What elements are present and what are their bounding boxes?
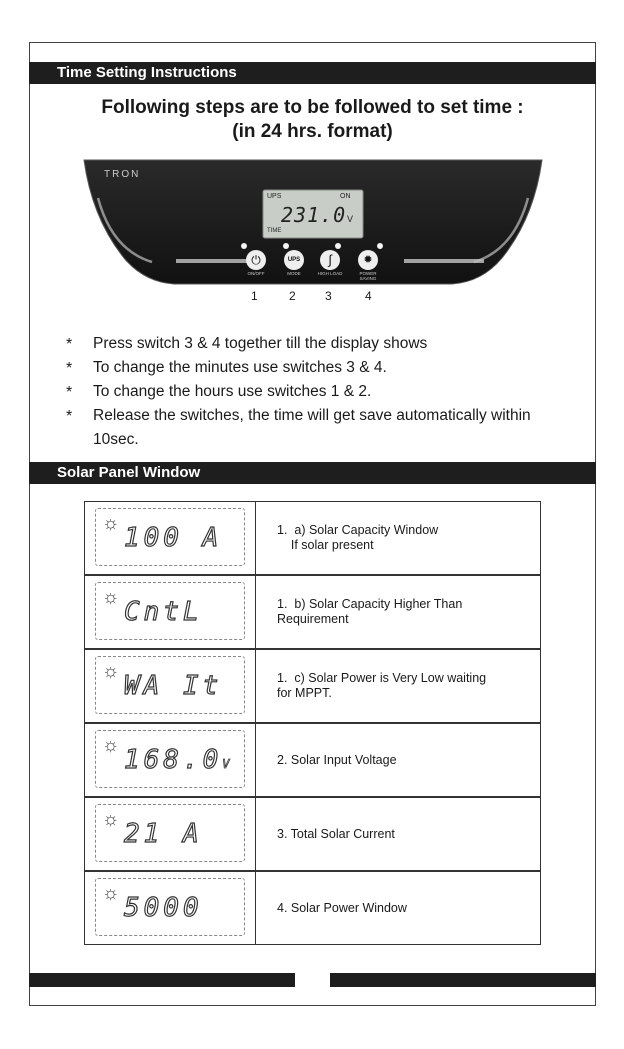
table-row bbox=[84, 575, 541, 649]
lcd-cell bbox=[84, 723, 256, 797]
description-line-2: for MPPT. bbox=[277, 686, 332, 700]
bullet-star: * bbox=[66, 408, 73, 425]
description-line-1: 1. b) Solar Capacity Higher Than bbox=[277, 597, 463, 611]
sun-icon: ☼ bbox=[102, 883, 120, 904]
table-row bbox=[84, 649, 541, 723]
lcd-display bbox=[95, 730, 245, 788]
solar-window-table bbox=[84, 501, 541, 945]
power-saving-icon: ✹ bbox=[363, 254, 373, 266]
caption-power-saving: POWER SAVING bbox=[359, 271, 377, 281]
lcd-bottom: TIME bbox=[267, 228, 282, 234]
lcd-value: 231.0 bbox=[281, 203, 347, 227]
caption-mode: MODE bbox=[287, 271, 301, 276]
lcd-unit: V bbox=[347, 214, 354, 224]
lcd-reading: CntL bbox=[124, 597, 203, 627]
section-title-time-setting: Time Setting Instructions bbox=[29, 62, 596, 84]
description-cell bbox=[256, 649, 541, 723]
lcd-reading: 5000 bbox=[124, 893, 203, 923]
lcd-cell bbox=[84, 575, 256, 649]
description-cell bbox=[256, 871, 541, 945]
lcd-cell bbox=[84, 871, 256, 945]
lcd-top-right: ON bbox=[340, 193, 351, 200]
lcd-display bbox=[95, 582, 245, 640]
button-number-1: 1 bbox=[251, 289, 258, 303]
bullet-star: * bbox=[66, 336, 73, 353]
high-load-button[interactable] bbox=[320, 251, 340, 269]
lcd-reading: WA It bbox=[124, 671, 223, 701]
high-load-icon: ∫ bbox=[328, 252, 332, 267]
button-number-3: 3 bbox=[325, 289, 332, 303]
step-item bbox=[66, 404, 566, 452]
description-line-1: 1. c) Solar Power is Very Low waiting bbox=[277, 671, 487, 685]
lcd-top-left: UPS bbox=[267, 193, 282, 200]
footer-bar-left bbox=[29, 973, 295, 987]
heading-line-1: Following steps are to be followed to set time : bbox=[101, 97, 524, 118]
step-text: Press switch 3 & 4 together till the display shows bbox=[93, 335, 428, 352]
sun-icon: ☼ bbox=[102, 735, 120, 756]
button-number-4: 4 bbox=[365, 289, 372, 303]
description-line-1: 1. a) Solar Capacity Window bbox=[277, 523, 439, 537]
step-text: To change the hours use switches 1 & 2. bbox=[93, 383, 372, 400]
footer-bar-right bbox=[330, 973, 596, 987]
description-line-1: 3. Total Solar Current bbox=[277, 826, 395, 841]
lcd-cell bbox=[84, 501, 256, 575]
lcd-reading: 21 A bbox=[124, 819, 203, 849]
step-item bbox=[66, 356, 566, 380]
description-line-2: If solar present bbox=[277, 538, 374, 552]
step-item bbox=[66, 380, 566, 404]
lcd-cell bbox=[84, 649, 256, 723]
sun-icon: ☼ bbox=[102, 809, 120, 830]
power-saving-button[interactable] bbox=[358, 251, 378, 269]
bullet-star: * bbox=[66, 360, 73, 377]
lcd-cell bbox=[84, 797, 256, 871]
power-button[interactable] bbox=[246, 251, 266, 269]
panel-brand: TRON bbox=[104, 169, 141, 180]
description-cell bbox=[256, 501, 541, 575]
table-row bbox=[84, 797, 541, 871]
caption-high-load: HIGH LOAD bbox=[317, 271, 343, 276]
lcd-reading: 100 A bbox=[124, 523, 223, 553]
lcd-reading: 168.0V bbox=[124, 745, 230, 775]
instruction-steps bbox=[66, 332, 566, 452]
lcd-display bbox=[95, 656, 245, 714]
ups-icon: UPS bbox=[287, 257, 301, 263]
lcd-display bbox=[95, 804, 245, 862]
ups-mode-button[interactable] bbox=[284, 251, 304, 269]
button-number-2: 2 bbox=[289, 289, 296, 303]
description-cell bbox=[256, 575, 541, 649]
lcd-display bbox=[95, 508, 245, 566]
lcd-display bbox=[95, 878, 245, 936]
description-cell bbox=[256, 797, 541, 871]
sun-icon: ☼ bbox=[102, 513, 120, 534]
power-icon: ⏻ bbox=[251, 253, 261, 267]
description-cell bbox=[256, 723, 541, 797]
description-line-1: 4. Solar Power Window bbox=[277, 900, 407, 915]
heading-line-2: (in 24 hrs. format) bbox=[232, 121, 393, 142]
step-text: To change the minutes use switches 3 & 4. bbox=[93, 359, 387, 376]
description-line-1: 2. Solar Input Voltage bbox=[277, 752, 397, 767]
sun-icon: ☼ bbox=[102, 661, 120, 682]
step-item bbox=[66, 332, 566, 356]
sun-icon: ☼ bbox=[102, 587, 120, 608]
bullet-star: * bbox=[66, 384, 73, 401]
step-text: Release the switches, the time will get save automatically within 10sec. bbox=[93, 407, 531, 448]
table-row bbox=[84, 501, 541, 575]
description-line-2: Requirement bbox=[277, 612, 349, 626]
table-row bbox=[84, 723, 541, 797]
caption-on-off: ON/OFF bbox=[247, 271, 265, 276]
table-row bbox=[84, 871, 541, 945]
section-title-solar-panel: Solar Panel Window bbox=[29, 462, 596, 484]
